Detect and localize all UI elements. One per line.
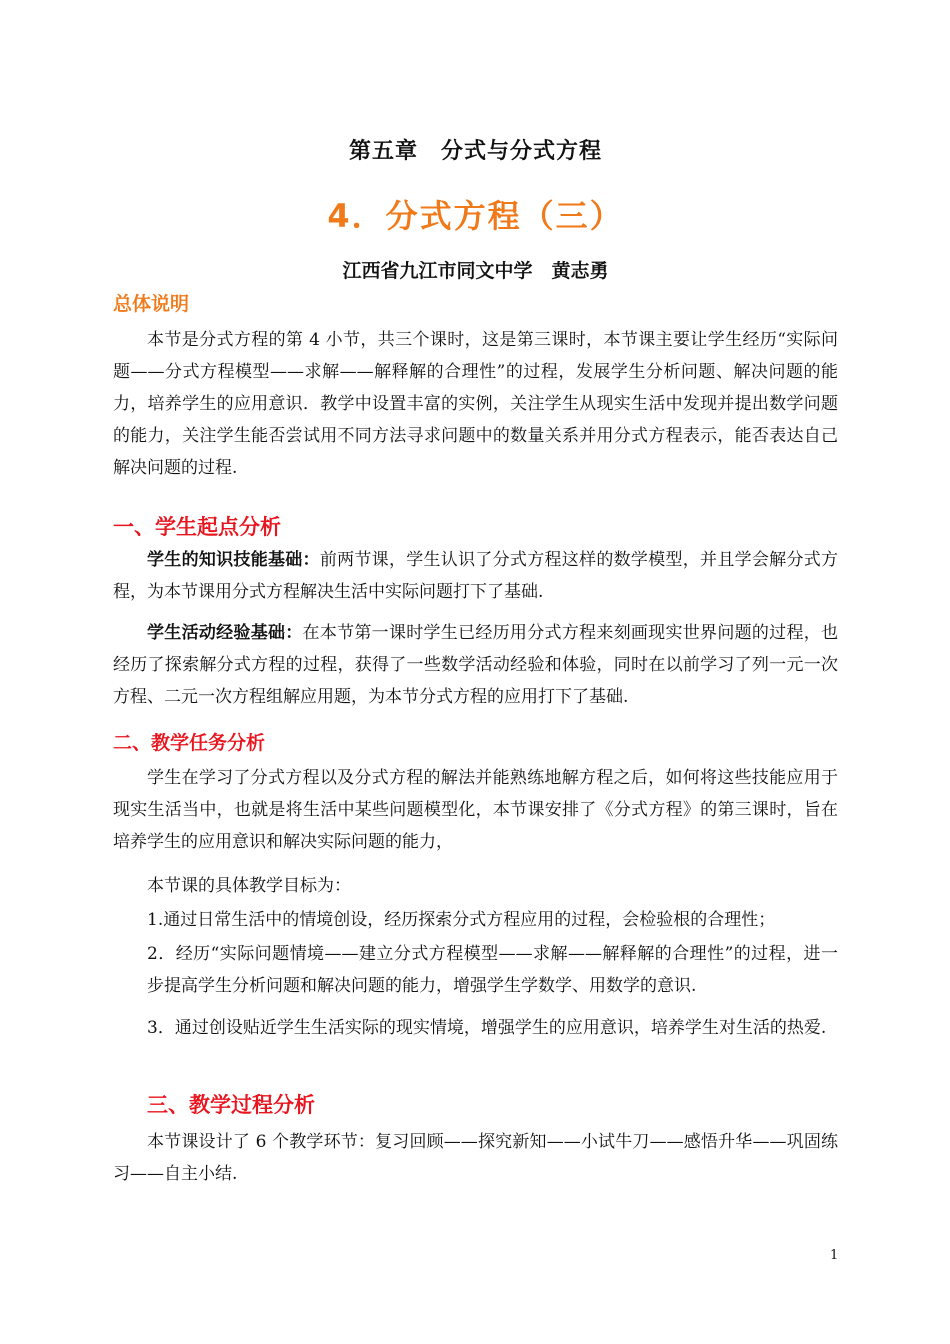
chapter-title: 第五章 分式与分式方程 [348, 139, 602, 164]
knowledge-base-text: 前两节课，学生认识了分式方程这样的数学模型，并且学会解分式方程，为本节课用分式方程解决生活中实际问题打下了基础. [113, 550, 839, 602]
author-line: 江西省九江市同文中学 黄志勇 [342, 260, 609, 282]
overview-paragraph: 本节是分式方程的第 4 小节，共三个课时，这是第三课时，本节课主要让学生经历“实际问题——分式方程模型——求解——解释解的合理性”的过程，发展学生分析问题、解决问题的能力，培养学生的应用意识．教学中设置丰富的实例，关注学生从现实生活中发现并提出数学问题的能力，关注学生能否尝试用不同方法寻求问题中的数量关系并用分式方程表示，能否表达自己解决问题的过程. [113, 330, 838, 478]
goal-item-2: 2．经历“实际问题情境——建立分式方程模型——求解——解释解的合理性”的过程，进一步提高学生分析问题和解决问题的能力，增强学生学数学、用数学的意识. [147, 944, 838, 996]
overview-heading: 总体说明 [113, 293, 190, 315]
experience-base-text: 在本节第一课时学生已经历用分式方程来刻画现实世界问题的过程，也经历了探索解分式方程的过程，获得了一些数学活动经验和体验，同时在以前学习了列一元一次方程、二元一次方程组解应用题，为本节分式方程的应用打下了基础. [113, 623, 839, 707]
section3-paragraph: 本节课设计了 6 个教学环节：复习回顾——探究新知——小试牛刀——感悟升华——巩固练习——自主小结. [113, 1132, 838, 1184]
section1-heading: 一、学生起点分析 [113, 515, 281, 539]
section3-heading: 三、教学过程分析 [147, 1093, 315, 1117]
section2-goals-intro: 本节课的具体教学目标为： [147, 876, 351, 896]
page-number: 1 [830, 1248, 839, 1263]
section2-heading: 二、教学任务分析 [113, 732, 266, 754]
experience-base-label: 学生活动经验基础： [147, 623, 303, 643]
section1-paragraph-knowledge [113, 544, 838, 608]
goal-item-1: 1.通过日常生活中的情境创设，经历探索分式方程应用的过程，会检验根的合理性； [147, 910, 776, 930]
section2-paragraph-intro: 学生在学习了分式方程以及分式方程的解法并能熟练地解方程之后，如何将这些技能应用于现实生活当中，也就是将生活中某些问题模型化，本节课安排了《分式方程》的第三课时，旨在培养学生的应用意识和解决实际问题的能力， [113, 768, 838, 852]
lesson-title: 4．分式方程（三） [327, 197, 624, 235]
section1-paragraph-experience [113, 617, 838, 713]
goal-item-3: 3．通过创设贴近学生生活实际的现实情境，增强学生的应用意识，培养学生对生活的热爱. [147, 1018, 827, 1038]
knowledge-base-label: 学生的知识技能基础： [147, 550, 320, 570]
